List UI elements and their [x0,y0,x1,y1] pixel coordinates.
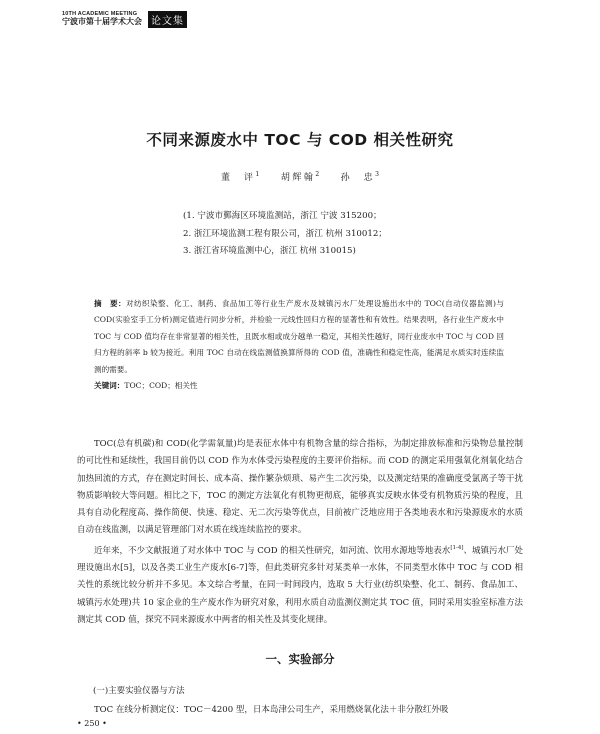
author-affiliation-mark: 1 [255,171,260,178]
author-list [0,170,600,183]
keywords-text: TOC；COD；相关性 [124,381,198,391]
author-name: 孙 忠 [340,173,376,183]
keywords-label: 关键词： [94,381,125,391]
author-affiliation-mark: 3 [375,171,379,178]
conference-name-en: 10TH ACADEMIC MEETING [62,11,138,18]
affiliation-line: 3. 浙江省环境监测中心，浙江 杭州 310015) [183,246,356,256]
paper-title: 不同来源废水中 TOC 与 COD 相关性研究 [146,131,454,149]
abstract-label: 摘 要： [94,299,126,308]
affiliation-line: (1. 宁波市鄞海区环境监测站，浙江 宁波 315200； [183,211,382,221]
paragraph-text: 近年来，不少文献报道了对水体中 TOC 与 COD 的相关性研究，如河流、饮用水源地等地表水 [94,545,451,556]
paragraph-text: TOC(总有机碳)和 COD(化学需氧量)均是表征水体中有机物含量的综合指标，为制定排放标准和污染物总量控制的可比性和延续性，我国目前仍以 COD 作为水体受污染程度的主要评价指标。而 COD 的测定采用强氧化剂氧化结合加热回流的方式，存在测定时间长、成本高、操作繁杂烦琐、易产生二次污染，以及测定结果的准确度受氯离子等干扰物质影响较大等问题。相比之下，TOC 的测定方法氧化有机物更彻底，能够真实反映水体受有机物质污染的程度，且具有自动化程度高、操作简便、快速、稳定、无二次污染等优点，目前被广泛地应用于各类地表水和污染源废水的水质自动在线监测，以满足管理部门对水质在线连续监控的要求。 [77,439,523,536]
abstract [94,296,504,378]
author-name: 胡辉翰 [280,173,316,183]
introduction-body [77,436,523,629]
author-affiliation-mark: 2 [315,171,320,178]
author-name: 董 评 [221,173,256,183]
subsection-heading: (一)主要实验仪器与方法 [93,686,185,696]
citation-mark: [1-4] [450,544,464,551]
paragraph-text-tail: 、城镇污水厂处理设施出水[5]，以及各类工业生产废水[6-7]等，但此类研究多针对某类单一水体，不同类型水体中 TOC 与 COD 相关性的系统比较分析并不多见。本文综合考量，在同一时间段内，选取 5 大行业(纺织染整、化工、制药、食品加工、城镇污水处理)共 10 家企业的生产废水作为研究对象，利用水质自动监测仪测定其 TOC 值，同时采用实验室标准方法测定其 COD 值，探究不同来源废水中两者的相关性及其变化规律。 [77,545,523,625]
abstract-block [94,296,504,394]
abstract-text: 对纺织染整、化工、制药、食品加工等行业生产废水及城镇污水厂处理设施出水中的 TOC(自动仪器监测)与 COD(实验室手工分析)测定值进行同步分析，并检验一元线性回归方程的显著性和有效性。结果表明，各行业生产废水中 TOC 与 COD 值均存在非常显著的相关性，且既水相或成分越单一稳定，其相关性越好，同行业废水中 TOC 与 COD 回归方程的斜率 b 较为接近。利用 TOC 自动在线监测值换算所得的 COD 值，准确性和稳定性高，能满足水质实时连续监测的需要。 [94,299,505,374]
body-paragraph-start: TOC 在线分析测定仪：TOC－4200 型，日本岛津公司生产，采用燃烧氧化法＋非分散红外吸 [94,705,449,715]
running-header [62,11,187,28]
affiliation-list [183,208,387,261]
keywords [94,378,504,394]
proceedings-badge: 论文集 [148,11,187,28]
body-paragraph [77,540,523,629]
body-paragraph [77,436,523,540]
conference-name-cn: 宁波市第十届学术大会 [62,17,142,27]
conference-name [62,12,142,26]
page-number: • 250 • [77,719,107,728]
affiliation-line: 2. 浙江环境监测工程有限公司，浙江 杭州 310012； [183,228,387,239]
section-heading: 一、实验部分 [265,652,335,666]
